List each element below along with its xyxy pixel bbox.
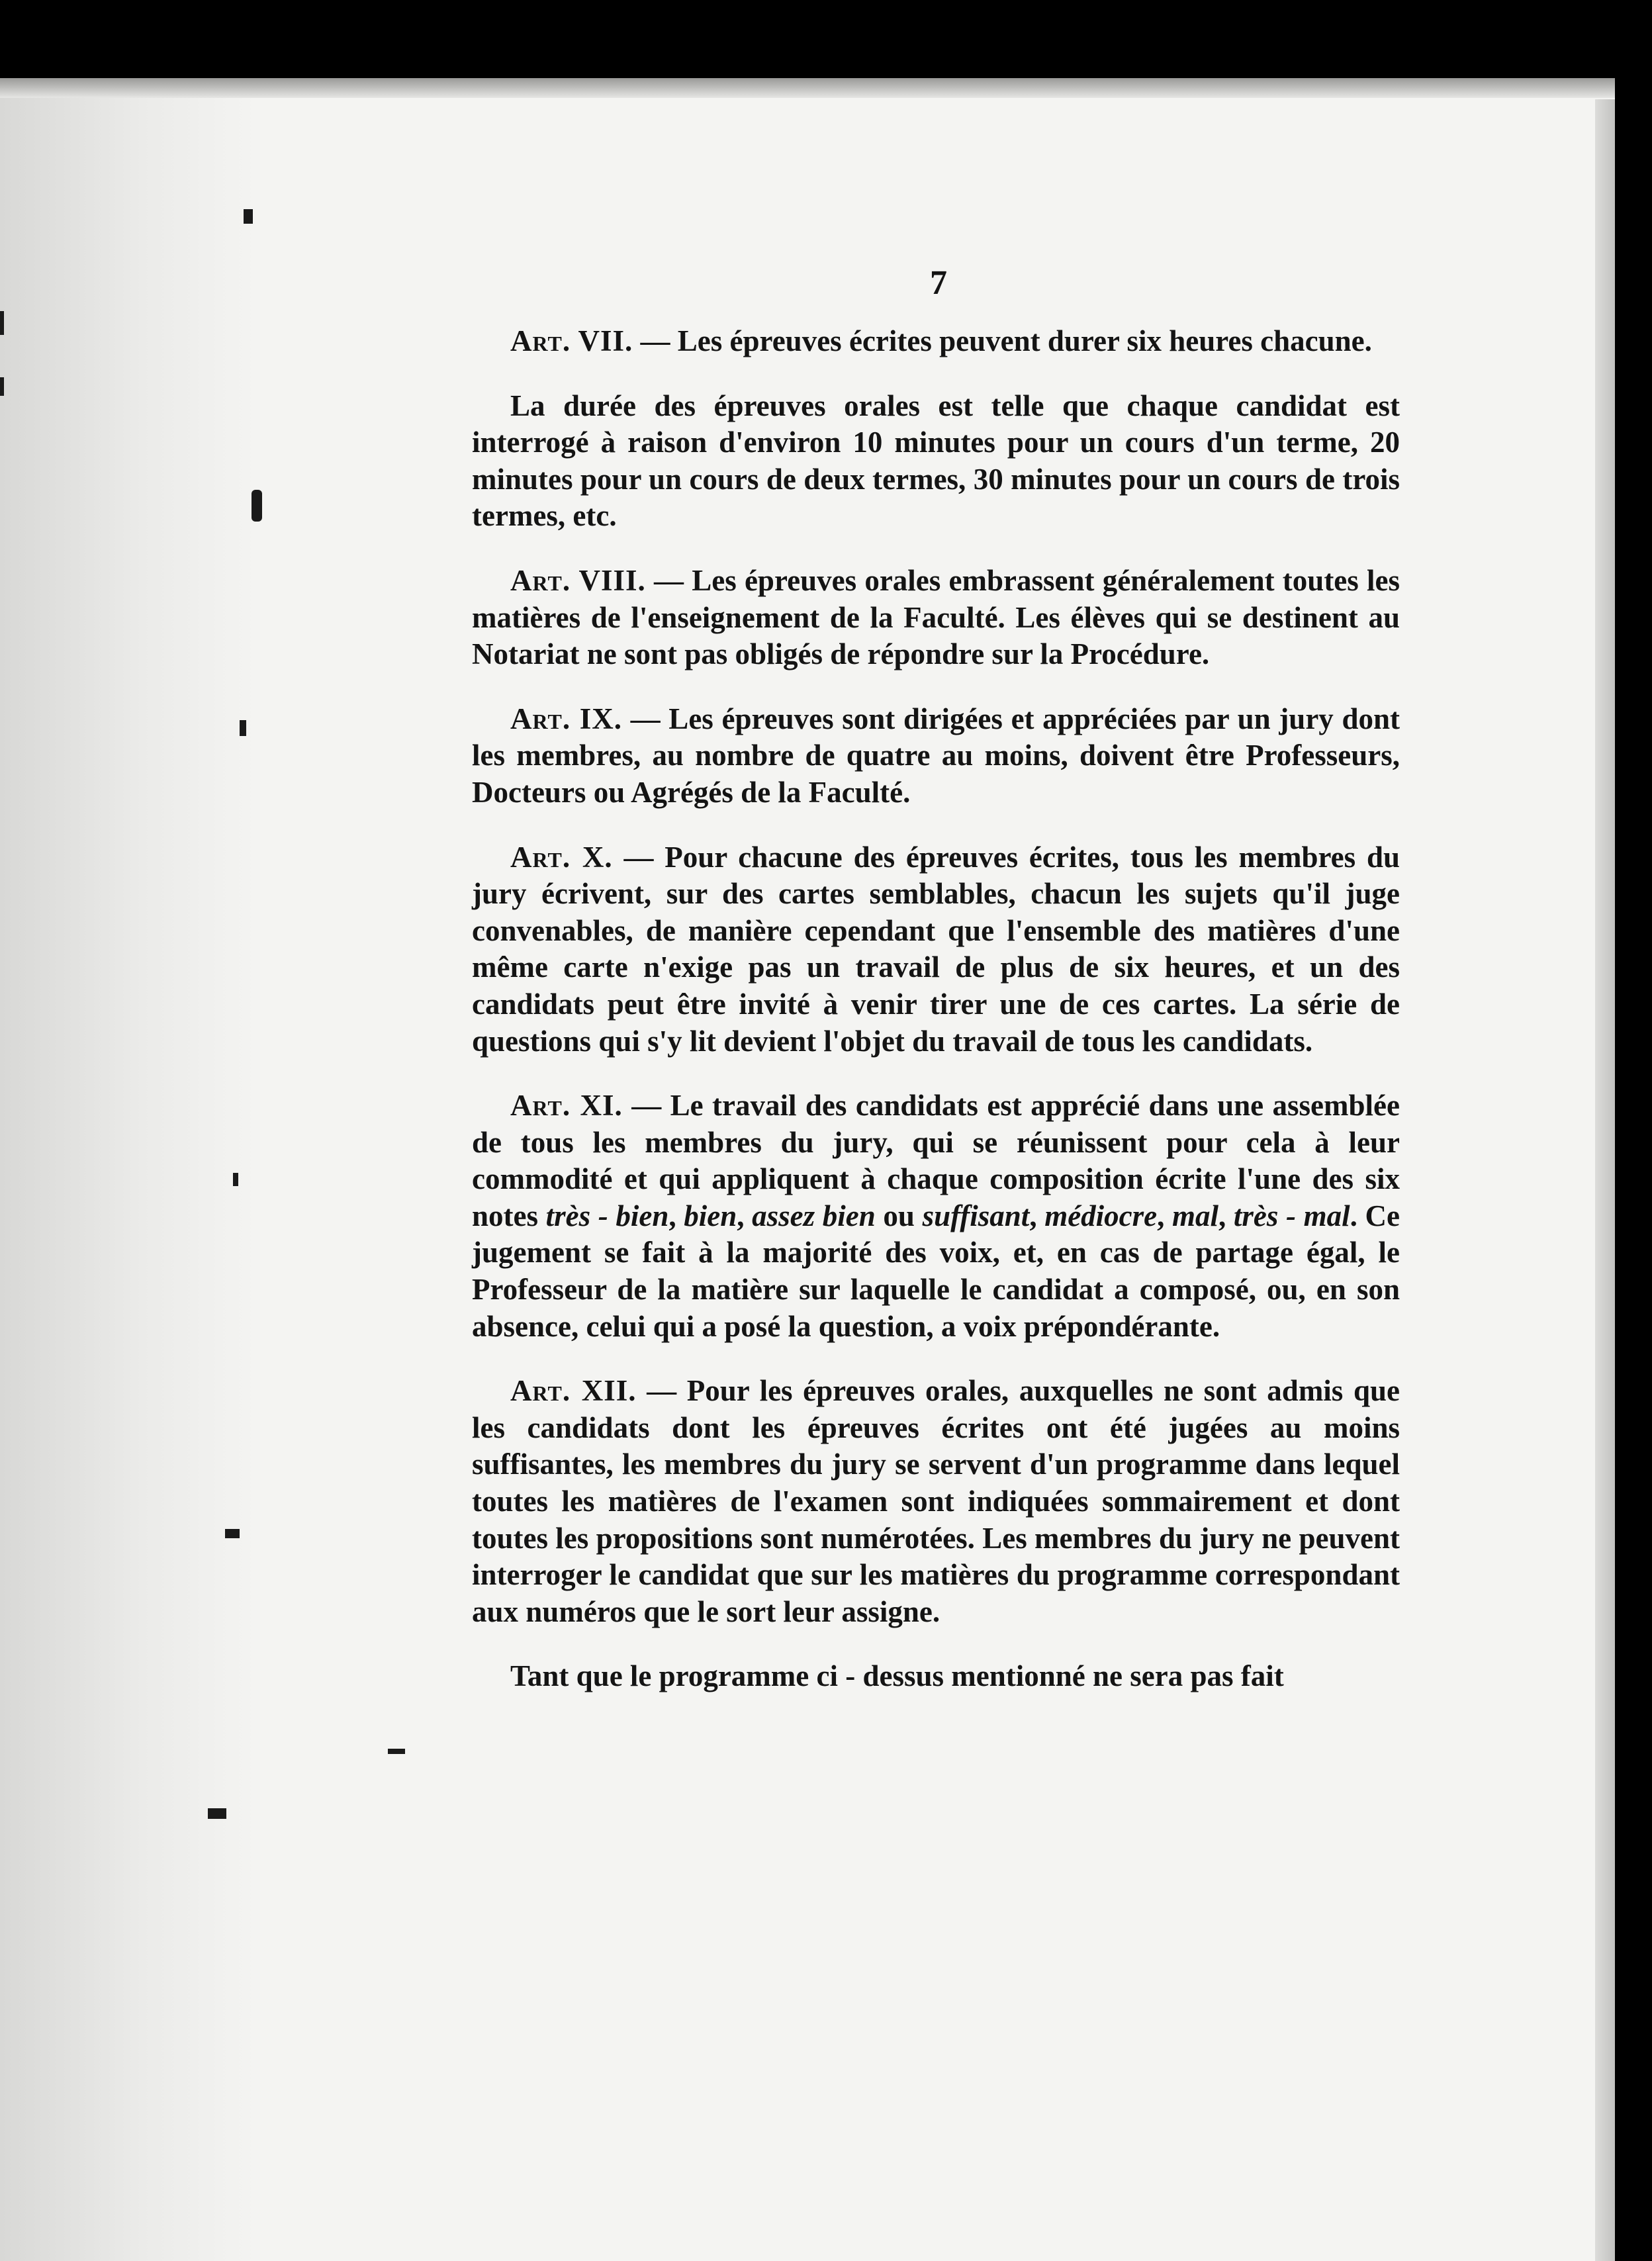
paragraph-art-x — [472, 839, 1400, 1060]
binding-fold — [0, 86, 258, 2261]
page-number: 7 — [930, 264, 947, 302]
article-label: Art. XII. — [510, 1374, 637, 1408]
article-label: Art. IX. — [510, 702, 622, 735]
binding-mark — [208, 1808, 226, 1819]
paragraph-text: — Pour chacune des épreuves écrites, tous les membres du jury écrivent, sur des cartes semblables, chacun les sujets qu'il juge convenables, de manière cependant que l'ensemble des matières d'une même carte n'exige pas un travail de plus de six heures, et un des candidats peut être invité à venir tirer une de ces cartes. La série de questions qui s'y lit devient l'objet du travail de tous les candidats. — [472, 840, 1400, 1058]
binding-mark — [233, 1173, 238, 1186]
separator: , — [1157, 1199, 1172, 1232]
binding-mark — [225, 1529, 240, 1538]
paragraph-text: . Ce jugement se fait à la majorité des voix, et, en cas de partage égal, le Professeur de la matière sur laquelle le candidat a composé, ou, en son absence, celui qui a posé la question, a voix prépondérante. — [472, 1199, 1400, 1343]
paragraph-text: La durée des épreuves orales est telle que chaque candidat est interrogé à raison d'environ 10 minutes pour un cours d'un terme, 20 minutes pour un cours de deux termes, 30 minutes pour un cours de trois termes, etc. — [472, 389, 1400, 533]
page-top-edge — [0, 78, 1615, 98]
paragraph-art-xii — [472, 1373, 1400, 1630]
page-body — [472, 323, 1400, 1723]
article-label: Art. VIII. — [510, 563, 646, 597]
note-suffisant: suffisant — [922, 1199, 1030, 1232]
note-mal: mal — [1172, 1199, 1219, 1232]
paragraph-art-ix — [472, 701, 1400, 811]
binding-mark — [244, 209, 253, 224]
paragraph-text: Tant que le programme ci - dessus mentionné ne sera pas fait — [510, 1659, 1284, 1693]
paragraph-text: — Les épreuves sont dirigées et appréciées par un jury dont les membres, au nombre de quatre au moins, doivent être Professeurs, Docteurs ou Agrégés de la Faculté. — [472, 702, 1400, 809]
paragraph-art-xi — [472, 1087, 1400, 1345]
paragraph-continuation — [472, 1658, 1400, 1695]
note-bien: bien — [684, 1199, 737, 1232]
binding-mark — [0, 377, 4, 396]
note-assez-bien: assez bien — [752, 1199, 876, 1232]
binding-mark — [388, 1749, 405, 1754]
paragraph-text: — Les épreuves orales embrassent généralement toutes les matières de l'enseignement de la Faculté. Les élèves qui se destinent au Notariat ne sont pas obligés de répondre sur la Procédure. — [472, 563, 1400, 671]
paragraph-art-vii — [472, 323, 1400, 360]
article-label: Art. XI. — [510, 1089, 623, 1123]
paragraph-text: — Le travail des candidats est apprécié dans une assemblée de tous les membres du jury, qui se réunissent pour cela à leur commodité et qui appliquent à chaque composition écrite l'une des six notes — [472, 1089, 1400, 1232]
note-tres-mal: très - mal — [1233, 1199, 1350, 1232]
article-label: Art. X. — [510, 840, 613, 874]
paragraph-oral-duration — [472, 388, 1400, 535]
separator: , — [1029, 1199, 1045, 1232]
page-right-edge — [1595, 99, 1615, 2261]
binding-mark — [240, 720, 246, 736]
note-tres-bien: très - bien — [545, 1199, 669, 1232]
separator: , — [737, 1199, 753, 1232]
separator: ou — [875, 1199, 923, 1232]
article-label: Art. VII. — [510, 324, 633, 357]
paragraph-text: — Les épreuves écrites peuvent durer six heures chacune. — [633, 324, 1372, 357]
note-mediocre: médiocre — [1044, 1199, 1158, 1232]
separator: , — [1218, 1199, 1234, 1232]
binding-mark — [0, 311, 4, 335]
separator: , — [668, 1199, 684, 1232]
paragraph-art-viii — [472, 563, 1400, 673]
paragraph-text: — Pour les épreuves orales, auxquelles ne sont admis que les candidats dont les épreuves écrites ont été jugées au moins suffisantes, les membres du jury se servent d'un programme dans lequel toutes les matières de l'examen sont indiquées sommairement et dont toutes les propositions sont numérotées. Les membres du jury ne peuvent interroger le candidat que sur les matières du programme correspondant aux numéros que le sort leur assigne. — [472, 1374, 1400, 1628]
binding-mark — [252, 490, 262, 522]
